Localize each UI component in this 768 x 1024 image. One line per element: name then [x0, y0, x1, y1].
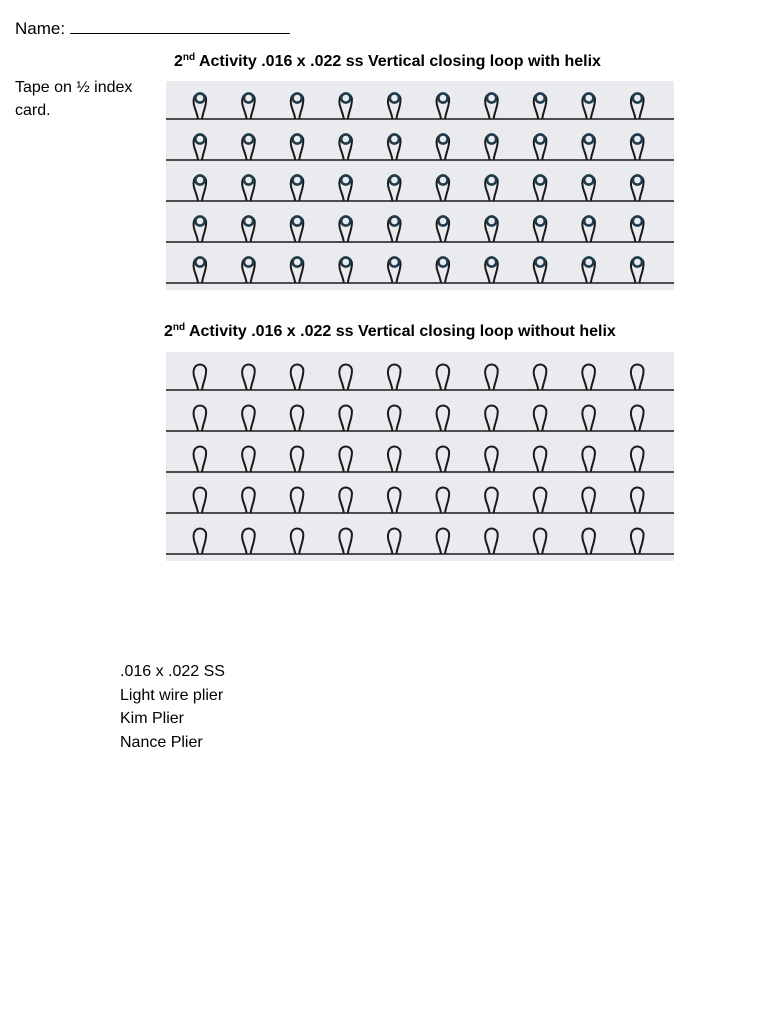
wire-row: [166, 257, 674, 283]
vertical-loop: [485, 488, 498, 514]
vertical-loop: [437, 529, 450, 555]
vertical-loop: [534, 406, 547, 432]
material-item: Nance Plier: [120, 733, 203, 751]
vertical-loop: [437, 365, 450, 391]
vertical-loop: [485, 406, 498, 432]
vertical-loop: [194, 488, 207, 514]
vertical-loop: [631, 488, 644, 514]
vertical-loop: [582, 488, 595, 514]
helix-coil: [390, 216, 399, 225]
vertical-loop: [582, 447, 595, 473]
helix-coil: [195, 175, 204, 184]
vertical-loop: [534, 488, 547, 514]
vertical-loop: [582, 406, 595, 432]
helix-coil: [438, 216, 447, 225]
helix-coil: [633, 134, 642, 143]
vertical-loop: [388, 447, 401, 473]
loop-grid-without-helix: [166, 352, 674, 561]
vertical-loop: [339, 488, 352, 514]
helix-coil: [341, 93, 350, 102]
helix-coil: [536, 134, 545, 143]
helix-coil: [584, 93, 593, 102]
wire-row: [166, 134, 674, 160]
wire-photo-with-helix: [166, 81, 674, 290]
vertical-loop: [194, 365, 207, 391]
wire-row: [166, 365, 674, 391]
helix-coil: [633, 216, 642, 225]
helix-coil: [633, 175, 642, 184]
vertical-loop: [388, 529, 401, 555]
vertical-loop: [631, 365, 644, 391]
helix-coil: [195, 257, 204, 266]
helix-coil: [390, 257, 399, 266]
materials-list: [120, 660, 225, 754]
vertical-loop: [485, 529, 498, 555]
vertical-loop: [339, 447, 352, 473]
name-label: Name:: [15, 19, 66, 38]
wire-row: [166, 93, 674, 119]
helix-coil: [487, 93, 496, 102]
helix-coil: [438, 93, 447, 102]
helix-coil: [584, 257, 593, 266]
vertical-loop: [194, 447, 207, 473]
helix-coil: [293, 216, 302, 225]
vertical-loop: [242, 447, 255, 473]
helix-coil: [390, 134, 399, 143]
vertical-loop: [534, 529, 547, 555]
helix-coil: [633, 257, 642, 266]
wire-photo-without-helix: [166, 352, 674, 561]
vertical-loop: [631, 406, 644, 432]
vertical-loop: [242, 529, 255, 555]
vertical-loop: [582, 529, 595, 555]
vertical-loop: [291, 529, 304, 555]
vertical-loop: [291, 447, 304, 473]
section-title-without-helix: 2nd Activity .016 x .022 ss Vertical closing loop without helix: [164, 322, 616, 340]
helix-coil: [195, 216, 204, 225]
vertical-loop: [291, 488, 304, 514]
helix-coil: [536, 93, 545, 102]
helix-coil: [244, 216, 253, 225]
vertical-loop: [485, 365, 498, 391]
vertical-loop: [339, 529, 352, 555]
helix-coil: [195, 134, 204, 143]
vertical-loop: [242, 488, 255, 514]
material-item: Kim Plier: [120, 710, 185, 727]
helix-coil: [633, 93, 642, 102]
vertical-loop: [631, 529, 644, 555]
material-item: Light wire plier: [120, 686, 224, 704]
vertical-loop: [631, 447, 644, 473]
helix-coil: [341, 257, 350, 266]
vertical-loop: [194, 529, 207, 555]
wire-row: [166, 216, 674, 242]
helix-coil: [438, 257, 447, 266]
helix-coil: [438, 134, 447, 143]
helix-coil: [487, 134, 496, 143]
vertical-loop: [291, 406, 304, 432]
vertical-loop: [582, 365, 595, 391]
vertical-loop: [534, 365, 547, 391]
helix-coil: [244, 257, 253, 266]
name-blank-line: [70, 17, 290, 34]
vertical-loop: [437, 406, 450, 432]
helix-coil: [341, 134, 350, 143]
wire-row: [166, 529, 674, 555]
helix-coil: [244, 93, 253, 102]
section-title-with-helix: 2nd Activity .016 x .022 ss Vertical closing loop with helix: [174, 52, 601, 70]
vertical-loop: [339, 365, 352, 391]
helix-coil: [536, 216, 545, 225]
helix-coil: [438, 175, 447, 184]
vertical-loop: [388, 406, 401, 432]
helix-coil: [341, 216, 350, 225]
loop-grid-with-helix: [166, 81, 674, 290]
vertical-loop: [485, 447, 498, 473]
wire-row: [166, 447, 674, 473]
vertical-loop: [437, 447, 450, 473]
helix-coil: [293, 257, 302, 266]
helix-coil: [244, 175, 253, 184]
wire-row: [166, 488, 674, 514]
helix-coil: [293, 93, 302, 102]
wire-row: [166, 175, 674, 201]
helix-coil: [293, 134, 302, 143]
helix-coil: [487, 175, 496, 184]
name-field: [15, 17, 290, 39]
vertical-loop: [242, 365, 255, 391]
vertical-loop: [242, 406, 255, 432]
vertical-loop: [291, 365, 304, 391]
vertical-loop: [339, 406, 352, 432]
vertical-loop: [194, 406, 207, 432]
tape-instruction: Tape on ½ index card.: [15, 79, 133, 119]
helix-coil: [293, 175, 302, 184]
helix-coil: [536, 175, 545, 184]
helix-coil: [584, 175, 593, 184]
helix-coil: [536, 257, 545, 266]
helix-coil: [390, 175, 399, 184]
vertical-loop: [388, 365, 401, 391]
helix-coil: [195, 93, 204, 102]
wire-row: [166, 406, 674, 432]
helix-coil: [390, 93, 399, 102]
helix-coil: [244, 134, 253, 143]
material-item: .016 x .022 SS: [120, 663, 225, 680]
helix-coil: [584, 216, 593, 225]
vertical-loop: [534, 447, 547, 473]
vertical-loop: [437, 488, 450, 514]
helix-coil: [341, 175, 350, 184]
helix-coil: [584, 134, 593, 143]
helix-coil: [487, 216, 496, 225]
helix-coil: [487, 257, 496, 266]
vertical-loop: [388, 488, 401, 514]
